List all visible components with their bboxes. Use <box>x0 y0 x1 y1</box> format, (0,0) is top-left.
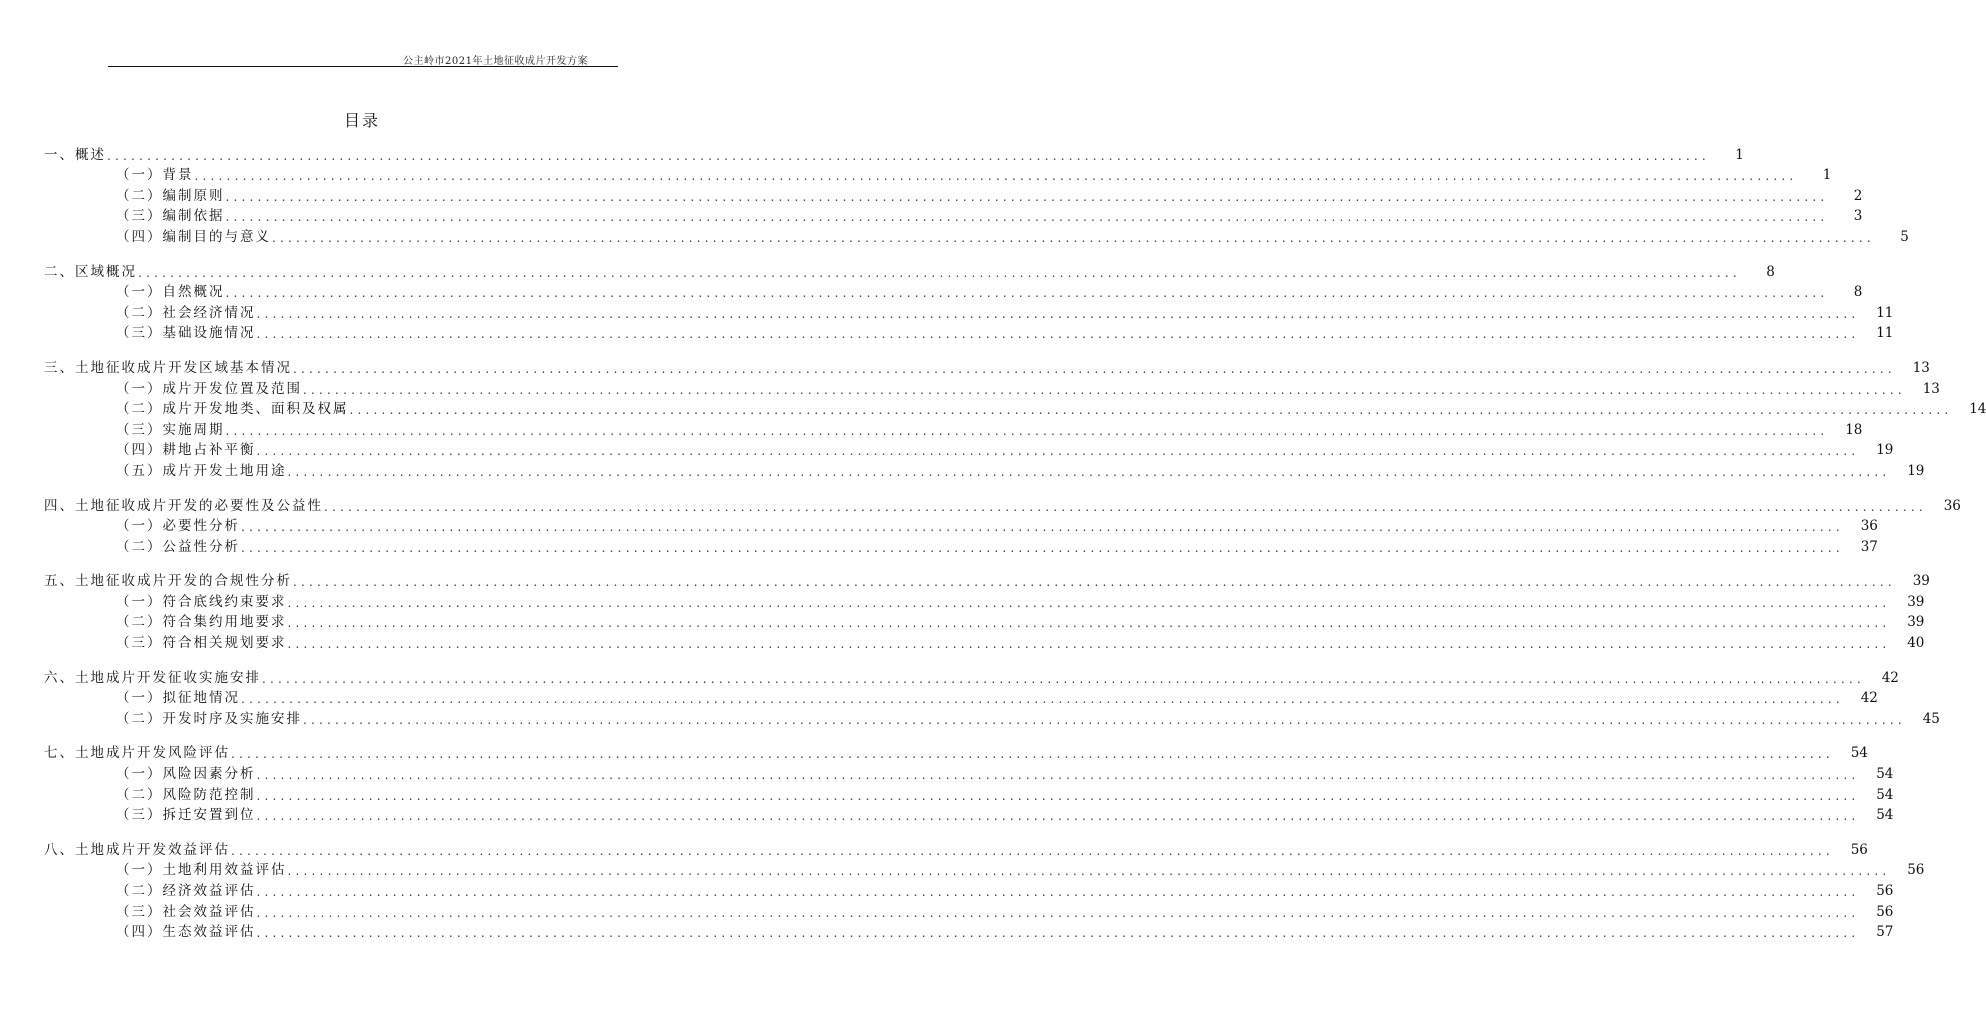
dot-leader: ........................................................................................................................................................................................................ <box>256 444 1860 459</box>
dot-leader: ........................................................................................................................................................................................................ <box>287 464 1891 479</box>
toc-subsection[interactable] <box>0 589 1925 610</box>
toc-subsection-label: （一）拟征地情况 <box>116 690 240 707</box>
toc-subsection-label: （四）耕地占补平衡 <box>116 442 256 459</box>
dot-leader: ........................................................................................................................................................................................................ <box>349 403 1953 418</box>
toc-subsection-page-number: 45 <box>1922 710 1940 727</box>
toc-chapter-page-number: 42 <box>1881 669 1899 686</box>
toc-subsection-page-number: 56 <box>1876 883 1894 899</box>
toc-subsection[interactable] <box>0 878 1894 899</box>
toc-subsection[interactable] <box>0 706 1940 727</box>
toc-subsection-label: （一）成片开发位置及范围 <box>116 380 302 397</box>
dot-leader: ........................................................................................................................................................................................................ <box>225 189 1829 204</box>
header-title: 公主岭市2021年土地征收成片开发方案 <box>403 56 588 67</box>
toc-subsection-page-number: 8 <box>1853 284 1863 301</box>
toc-subsection[interactable] <box>0 163 1832 184</box>
toc-chapter-label: 四、土地征收成片开发的必要性及公益性 <box>44 497 323 514</box>
dot-leader: ........................................................................................................................................................................................................ <box>272 230 1875 245</box>
toc-chapter-page-number: 13 <box>1912 359 1930 376</box>
toc-subsection[interactable] <box>0 204 1863 225</box>
toc-chapter-label: 二、区域概况 <box>44 263 137 280</box>
toc-subsection[interactable] <box>0 417 1863 438</box>
toc-subsection-label: （一）符合底线约束要求 <box>116 593 287 610</box>
toc-subsection[interactable] <box>0 899 1894 920</box>
toc-section-group <box>0 259 1894 342</box>
toc-subsection-label: （一）背景 <box>116 167 194 184</box>
toc-subsection[interactable] <box>0 183 1863 204</box>
toc-subsection-page-number: 36 <box>1860 518 1878 535</box>
toc-subsection-page-number: 39 <box>1907 614 1925 631</box>
toc-subsection-page-number: 54 <box>1876 766 1894 783</box>
toc-chapter[interactable] <box>0 741 1868 762</box>
dot-leader: ........................................................................................................................................................................................................ <box>225 210 1829 225</box>
toc-subsection-page-number: 19 <box>1907 462 1925 479</box>
toc-subsection-label: （二）风险防范控制 <box>116 786 256 803</box>
toc-subsection-label: （三）编制依据 <box>116 208 225 225</box>
dot-leader: ........................................................................................................................................................................................................ <box>293 361 1896 376</box>
dot-leader: ........................................................................................................................................................................................................ <box>256 788 1860 803</box>
toc-subsection[interactable] <box>0 458 1925 479</box>
toc-subsection-label: （一）必要性分析 <box>116 518 240 535</box>
toc-subsection[interactable] <box>0 514 1878 535</box>
toc-chapter-label: 六、土地成片开发征收实施安排 <box>44 669 261 686</box>
toc-subsection-label: （二）社会经济情况 <box>116 304 256 321</box>
toc-subsection[interactable] <box>0 782 1894 803</box>
dot-leader: ........................................................................................................................................................................................................ <box>303 712 1906 727</box>
toc-subsection[interactable] <box>0 438 1894 459</box>
toc-chapter[interactable] <box>0 493 1961 514</box>
header-divider <box>108 66 618 67</box>
toc-subsection-label: （二）编制原则 <box>116 187 225 204</box>
toc-subsection-label: （一）风险因素分析 <box>116 766 256 783</box>
toc-subsection-label: （三）拆迁安置到位 <box>116 807 256 824</box>
toc-subsection-page-number: 19 <box>1876 442 1894 459</box>
toc-subsection-label: （二）经济效益评估 <box>116 883 256 899</box>
toc-subsection-page-number: 57 <box>1876 924 1894 941</box>
toc-subsection-label: （一）土地利用效益评估 <box>116 862 287 879</box>
toc-subsection-label: （五）成片开发土地用途 <box>116 462 287 479</box>
toc-subsection-label: （三）基础设施情况 <box>116 325 256 342</box>
toc-subsection[interactable] <box>0 300 1894 321</box>
toc-chapter-page-number: 8 <box>1766 263 1775 280</box>
dot-leader: ........................................................................................................................................................................................................ <box>241 540 1844 555</box>
dot-leader: ........................................................................................................................................................................................................ <box>287 616 1891 631</box>
toc-section-group <box>0 665 1940 727</box>
dot-leader: ........................................................................................................................................................................................................ <box>287 595 1891 610</box>
toc-subsection-page-number: 14 <box>1969 401 1986 418</box>
toc-subsection[interactable] <box>0 858 1925 879</box>
toc-chapter-label: 八、土地成片开发效益评估 <box>44 841 230 858</box>
dot-leader: ........................................................................................................................................................................................................ <box>241 520 1844 535</box>
toc-chapter-label: 三、土地征收成片开发区域基本情况 <box>44 359 292 376</box>
toc-subsection-label: （二）开发时序及实施安排 <box>116 710 302 727</box>
toc-subsection-page-number: 2 <box>1853 187 1863 204</box>
toc-subsection[interactable] <box>0 761 1894 783</box>
toc-subsection-page-number: 18 <box>1845 421 1863 438</box>
toc-chapter-label: 七、土地成片开发风险评估 <box>44 745 230 762</box>
dot-leader: ........................................................................................................................................................................................................ <box>287 637 1891 652</box>
toc-subsection-page-number: 3 <box>1853 208 1863 225</box>
toc-chapter-page-number: 56 <box>1850 841 1868 858</box>
dot-leader: ........................................................................................................................................................................................................ <box>241 692 1844 707</box>
toc-subsection-label: （二）符合集约用地要求 <box>116 614 287 631</box>
toc-subsection-label: （四）编制目的与意义 <box>116 228 271 245</box>
toc-subsection-label: （三）符合相关规划要求 <box>116 635 287 652</box>
dot-leader: ........................................................................................................................................................................................................ <box>262 671 1865 686</box>
toc-subsection-label: （二）成片开发地类、面积及权属 <box>116 401 349 418</box>
toc-subsection[interactable] <box>0 630 1925 652</box>
dot-leader: ........................................................................................................................................................................................................ <box>107 148 1710 163</box>
toc-subsection-page-number: 40 <box>1907 635 1925 652</box>
toc-chapter-label: 一、概述 <box>44 146 106 163</box>
dot-leader: ........................................................................................................................................................................................................ <box>225 423 1829 438</box>
dot-leader: ........................................................................................................................................................................................................ <box>256 905 1860 920</box>
toc-subsection[interactable] <box>0 397 1986 418</box>
toc-subsection-page-number: 11 <box>1876 304 1894 321</box>
toc-subsection-label: （三）实施周期 <box>116 421 225 438</box>
toc-subsection-page-number: 11 <box>1876 325 1894 342</box>
dot-leader: ........................................................................................................................................................................................................ <box>256 306 1860 321</box>
dot-leader: ........................................................................................................................................................................................................ <box>231 843 1834 858</box>
toc-subsection[interactable] <box>0 686 1878 707</box>
toc-subsection[interactable] <box>0 920 1894 941</box>
toc-section-group <box>0 837 1925 941</box>
toc-chapter-page-number: 36 <box>1943 497 1961 514</box>
toc-chapter-page-number: 54 <box>1850 745 1868 762</box>
toc-subsection[interactable] <box>0 610 1925 631</box>
toc-chapter[interactable] <box>0 142 1744 163</box>
dot-leader: ........................................................................................................................................................................................................ <box>256 327 1860 342</box>
toc-subsection-page-number: 1 <box>1822 167 1832 184</box>
toc-section-group <box>0 741 1894 824</box>
toc-chapter-page-number: 1 <box>1735 146 1744 163</box>
toc-chapter[interactable] <box>0 355 1930 376</box>
toc-subsection-page-number: 37 <box>1860 538 1878 555</box>
toc-subsection[interactable] <box>0 534 1878 555</box>
toc-chapter[interactable] <box>0 569 1930 590</box>
toc-subsection-label: （三）社会效益评估 <box>116 903 256 920</box>
toc-section-group <box>0 493 1961 555</box>
toc-subsection-page-number: 13 <box>1922 380 1940 397</box>
dot-leader: ........................................................................................................................................................................................................ <box>303 382 1906 397</box>
toc-subsection-page-number: 42 <box>1860 690 1878 707</box>
toc-chapter[interactable] <box>0 837 1868 858</box>
toc-subsection-label: （二）公益性分析 <box>116 538 240 555</box>
toc-subsection-label: （四）生态效益评估 <box>116 924 256 941</box>
toc-subsection-page-number: 5 <box>1900 228 1909 245</box>
toc-section-group <box>0 142 1909 245</box>
toc-title: 目录 <box>343 111 380 130</box>
toc-subsection[interactable] <box>0 280 1863 301</box>
dot-leader: ........................................................................................................................................................................................................ <box>194 169 1798 184</box>
toc-subsection-page-number: 56 <box>1907 862 1925 879</box>
toc-chapter[interactable] <box>0 259 1775 280</box>
dot-leader: ........................................................................................................................................................................................................ <box>293 575 1896 590</box>
toc-subsection-page-number: 56 <box>1876 903 1894 920</box>
dot-leader: ........................................................................................................................................................................................................ <box>256 926 1860 941</box>
toc-section-group <box>0 569 1930 652</box>
toc-subsection[interactable] <box>0 376 1940 397</box>
toc-section-group <box>0 355 1986 479</box>
toc-subsection[interactable] <box>0 321 1894 342</box>
dot-leader: ........................................................................................................................................................................................................ <box>324 499 1927 514</box>
toc-subsection-page-number: 54 <box>1876 786 1894 803</box>
dot-leader: ........................................................................................................................................................................................................ <box>287 864 1891 879</box>
page-header <box>108 52 618 66</box>
toc-subsection-page-number: 39 <box>1907 593 1925 610</box>
dot-leader: ........................................................................................................................................................................................................ <box>138 265 1741 280</box>
dot-leader: ........................................................................................................................................................................................................ <box>256 885 1860 899</box>
toc-chapter-label: 五、土地征收成片开发的合规性分析 <box>44 573 292 590</box>
table-of-contents <box>0 142 1986 954</box>
toc-subsection-label: （一）自然概况 <box>116 284 225 301</box>
dot-leader: ........................................................................................................................................................................................................ <box>225 286 1829 301</box>
toc-chapter[interactable] <box>0 665 1899 686</box>
dot-leader: ........................................................................................................................................................................................................ <box>256 768 1860 783</box>
dot-leader: ........................................................................................................................................................................................................ <box>256 809 1860 824</box>
toc-subsection[interactable] <box>0 803 1894 824</box>
toc-subsection[interactable] <box>0 224 1909 245</box>
dot-leader: ........................................................................................................................................................................................................ <box>231 747 1834 762</box>
toc-subsection-page-number: 54 <box>1876 807 1894 824</box>
toc-chapter-page-number: 39 <box>1912 573 1930 590</box>
